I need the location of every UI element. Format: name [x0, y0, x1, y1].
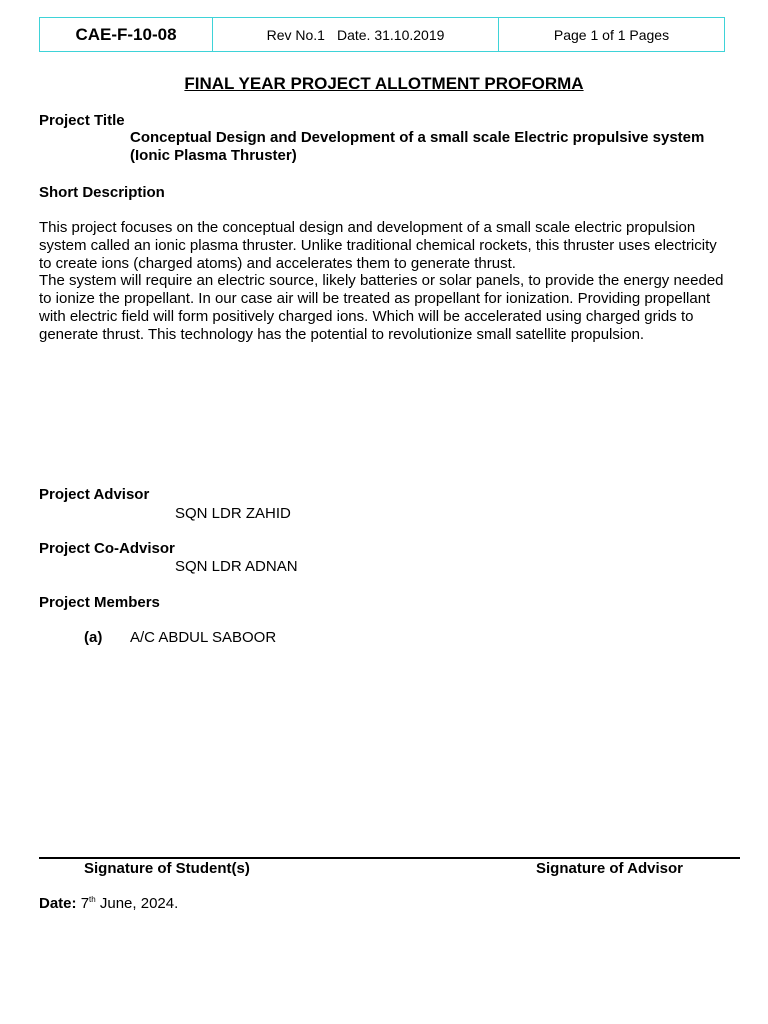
member-name: A/C ABDUL SABOOR [130, 629, 277, 646]
signature-line [39, 857, 740, 859]
description-paragraph-1: This project focuses on the conceptual design and development of a small scale electric propulsion system called an ionic plasma thruster. Unlike traditional chemical rockets, this thruster uses electricity to create ions (charged atoms) and accelerates them to generate thrust. [39, 219, 717, 272]
description-paragraph-2: The system will require an electric source, likely batteries or solar panels, to provide the energy needed to ionize the propellant. In our case air will be treated as propellant for ionization. Providing propellant with electric field will form positively charged ions. Which will be accelerated using charged grids to generate thrust. This technology has the potential to revolutionize small satellite propulsion. [39, 272, 724, 343]
member-index: (a) [84, 629, 103, 646]
project-members-label: Project Members [39, 594, 160, 611]
revision-date: Date. 31.10.2019 [336, 26, 445, 43]
revision-date-cell [213, 18, 499, 51]
page-info: Page 1 of 1 Pages [553, 26, 670, 43]
date-day-suffix: th [89, 895, 96, 904]
short-description-body [39, 219, 729, 344]
date-label: Date: [39, 895, 77, 912]
project-co-advisor-label: Project Co-Advisor [39, 540, 175, 557]
student-signature-label: Signature of Student(s) [84, 860, 250, 877]
project-title-line-2: (Ionic Plasma Thruster) [130, 147, 297, 164]
date-row [39, 895, 178, 912]
document-title: FINAL YEAR PROJECT ALLOTMENT PROFORMA [184, 74, 584, 93]
advisor-signature-label: Signature of Advisor [536, 860, 683, 877]
date-day: 7 [80, 895, 90, 912]
project-advisor-label: Project Advisor [39, 486, 150, 503]
project-advisor-name: SQN LDR ZAHID [175, 505, 291, 522]
document-header-table [39, 17, 725, 52]
project-title-line-1: Conceptual Design and Development of a small scale Electric propulsive system [130, 129, 705, 146]
date-rest: June, 2024. [95, 895, 179, 912]
project-title-value [130, 129, 730, 165]
short-description-label: Short Description [39, 184, 165, 201]
form-code: CAE-F-10-08 [40, 18, 213, 51]
project-co-advisor-name: SQN LDR ADNAN [175, 558, 298, 575]
project-title-label: Project Title [39, 112, 125, 129]
revision-number: Rev No.1 [266, 26, 325, 43]
